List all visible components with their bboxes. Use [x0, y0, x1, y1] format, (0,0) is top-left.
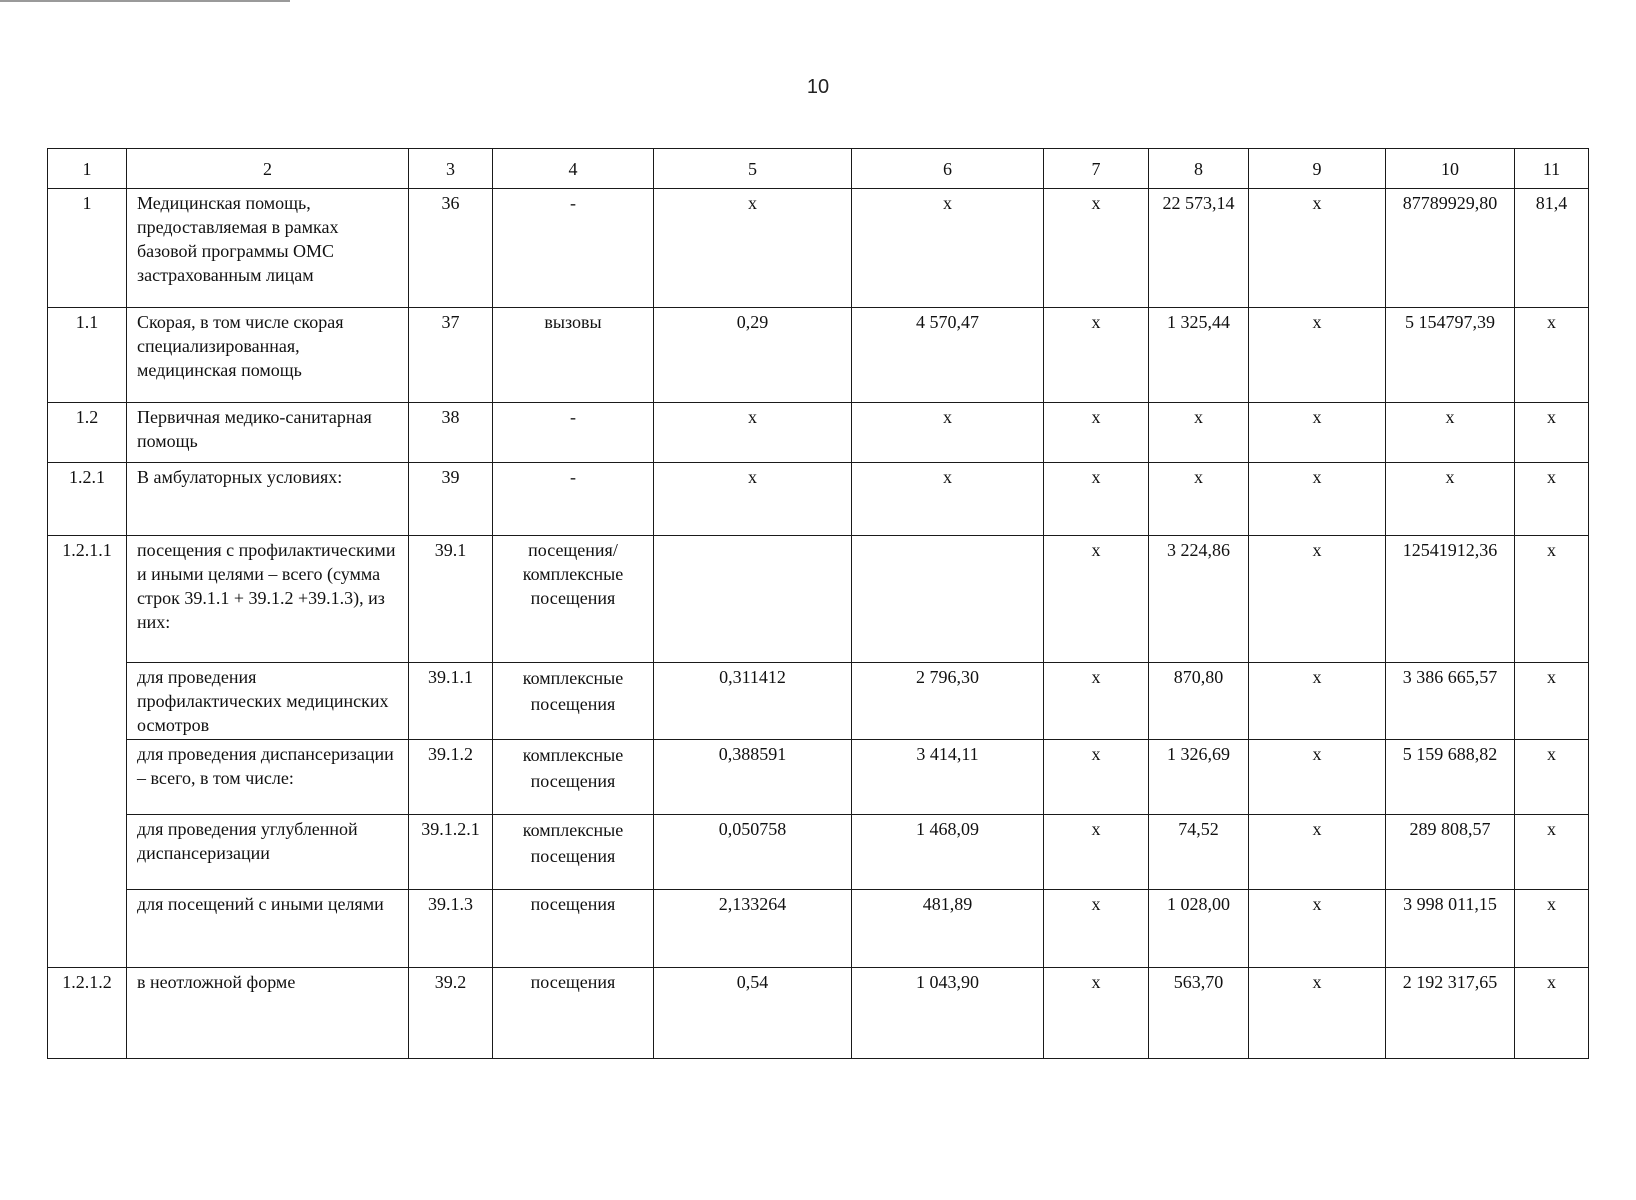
line-code: 39.1.3	[409, 890, 493, 968]
table-row	[48, 890, 1589, 968]
volume-norm: 0,388591	[654, 740, 852, 815]
column-number: 11	[1515, 149, 1589, 189]
row-description: В амбулаторных условиях:	[127, 463, 409, 536]
table-row	[48, 968, 1589, 1059]
cost-norm: 1 043,90	[852, 968, 1044, 1059]
col11-value: x	[1515, 740, 1589, 815]
col9-value: x	[1249, 663, 1386, 740]
col8-value: 1 325,44	[1149, 308, 1249, 403]
unit: посещения/ комплексные посещения	[493, 536, 654, 663]
col7-value: x	[1044, 403, 1149, 463]
line-code: 39.1.2.1	[409, 815, 493, 890]
col9-value: x	[1249, 890, 1386, 968]
col11-value: x	[1515, 890, 1589, 968]
col10-value: 12541912,36	[1386, 536, 1515, 663]
table-row	[48, 815, 1589, 890]
cost-norm: 2 796,30	[852, 663, 1044, 740]
col10-value: 5 154797,39	[1386, 308, 1515, 403]
col11-value: x	[1515, 536, 1589, 663]
row-number: 1.1	[48, 308, 127, 403]
col8-value: 870,80	[1149, 663, 1249, 740]
column-number: 8	[1149, 149, 1249, 189]
cost-norm: 3 414,11	[852, 740, 1044, 815]
cost-norm	[852, 536, 1044, 663]
col11-value: x	[1515, 663, 1589, 740]
column-number-row	[48, 149, 1589, 189]
col11-value: x	[1515, 463, 1589, 536]
row-description: Медицинская помощь, предоставляемая в рамках базовой программы ОМС застрахованным лицам	[127, 189, 409, 308]
row-number: 1.2.1.2	[48, 968, 127, 1059]
column-number: 2	[127, 149, 409, 189]
col11-value: x	[1515, 815, 1589, 890]
line-code: 39.2	[409, 968, 493, 1059]
col8-value: 74,52	[1149, 815, 1249, 890]
unit: посещения	[493, 968, 654, 1059]
col11-value: x	[1515, 308, 1589, 403]
volume-norm: 0,54	[654, 968, 852, 1059]
cost-norm: 1 468,09	[852, 815, 1044, 890]
col10-value: 3 386 665,57	[1386, 663, 1515, 740]
col10-value: 3 998 011,15	[1386, 890, 1515, 968]
row-number: 1.2	[48, 403, 127, 463]
row-description: для посещений с иными целями	[127, 890, 409, 968]
col8-value: 1 028,00	[1149, 890, 1249, 968]
col7-value: x	[1044, 189, 1149, 308]
row-description: Скорая, в том числе скорая специализированная, медицинская помощь	[127, 308, 409, 403]
col8-value: 3 224,86	[1149, 536, 1249, 663]
table-row	[48, 308, 1589, 403]
col11-value: 81,4	[1515, 189, 1589, 308]
volume-norm: x	[654, 403, 852, 463]
col10-value: x	[1386, 463, 1515, 536]
unit: -	[493, 189, 654, 308]
column-number: 10	[1386, 149, 1515, 189]
volume-norm: x	[654, 463, 852, 536]
volume-norm: 0,050758	[654, 815, 852, 890]
cost-norm: 4 570,47	[852, 308, 1044, 403]
table-row	[48, 536, 1589, 663]
table-row	[48, 740, 1589, 815]
row-description: посещения с профилактическими и иными целями – всего (сумма строк 39.1.1 + 39.1.2 +39.1.3), из них:	[127, 536, 409, 663]
line-code: 39	[409, 463, 493, 536]
col8-value: 22 573,14	[1149, 189, 1249, 308]
col9-value: x	[1249, 740, 1386, 815]
column-number: 9	[1249, 149, 1386, 189]
line-code: 38	[409, 403, 493, 463]
unit: комплексные посещения	[493, 663, 654, 740]
column-number: 6	[852, 149, 1044, 189]
col10-value: 5 159 688,82	[1386, 740, 1515, 815]
volume-norm: 2,133264	[654, 890, 852, 968]
cost-norm: x	[852, 403, 1044, 463]
volume-norm: 0,29	[654, 308, 852, 403]
column-number: 4	[493, 149, 654, 189]
column-number: 1	[48, 149, 127, 189]
cost-norm: 481,89	[852, 890, 1044, 968]
line-code: 39.1.1	[409, 663, 493, 740]
col7-value: x	[1044, 308, 1149, 403]
col9-value: x	[1249, 815, 1386, 890]
col7-value: x	[1044, 890, 1149, 968]
line-code: 39.1.2	[409, 740, 493, 815]
unit: -	[493, 463, 654, 536]
row-description: в неотложной форме	[127, 968, 409, 1059]
row-number: 1.2.1	[48, 463, 127, 536]
col9-value: x	[1249, 403, 1386, 463]
volume-norm	[654, 536, 852, 663]
col8-value: 1 326,69	[1149, 740, 1249, 815]
col7-value: x	[1044, 463, 1149, 536]
unit: -	[493, 403, 654, 463]
table-row	[48, 463, 1589, 536]
col9-value: x	[1249, 536, 1386, 663]
col7-value: x	[1044, 968, 1149, 1059]
column-number: 3	[409, 149, 493, 189]
col10-value: 289 808,57	[1386, 815, 1515, 890]
data-table	[47, 148, 1589, 1059]
col9-value: x	[1249, 189, 1386, 308]
unit: комплексные посещения	[493, 740, 654, 815]
unit: вызовы	[493, 308, 654, 403]
col11-value: x	[1515, 403, 1589, 463]
col10-value: x	[1386, 403, 1515, 463]
scan-edge-line	[0, 0, 290, 2]
cost-norm: x	[852, 463, 1044, 536]
page-number: 10	[806, 76, 830, 98]
row-description: для проведения диспансеризации – всего, в том числе:	[127, 740, 409, 815]
volume-norm: 0,311412	[654, 663, 852, 740]
line-code: 36	[409, 189, 493, 308]
col8-value: x	[1149, 403, 1249, 463]
col10-value: 2 192 317,65	[1386, 968, 1515, 1059]
table-row	[48, 403, 1589, 463]
col11-value: x	[1515, 968, 1589, 1059]
table-row	[48, 189, 1589, 308]
cost-norm: x	[852, 189, 1044, 308]
table-row	[48, 663, 1589, 740]
row-description: для проведения профилактических медицинских осмотров	[127, 663, 409, 740]
row-description: Первичная медико-санитарная помощь	[127, 403, 409, 463]
line-code: 37	[409, 308, 493, 403]
unit: посещения	[493, 890, 654, 968]
column-number: 5	[654, 149, 852, 189]
col9-value: x	[1249, 463, 1386, 536]
col9-value: x	[1249, 308, 1386, 403]
row-description: для проведения углубленной диспансеризации	[127, 815, 409, 890]
col10-value: 87789929,80	[1386, 189, 1515, 308]
line-code: 39.1	[409, 536, 493, 663]
volume-norm: x	[654, 189, 852, 308]
col9-value: x	[1249, 968, 1386, 1059]
col8-value: 563,70	[1149, 968, 1249, 1059]
row-number: 1	[48, 189, 127, 308]
column-number: 7	[1044, 149, 1149, 189]
col8-value: x	[1149, 463, 1249, 536]
col7-value: x	[1044, 740, 1149, 815]
row-number: 1.2.1.1	[48, 536, 127, 968]
col7-value: x	[1044, 815, 1149, 890]
col7-value: x	[1044, 663, 1149, 740]
unit: комплексные посещения	[493, 815, 654, 890]
col7-value: x	[1044, 536, 1149, 663]
